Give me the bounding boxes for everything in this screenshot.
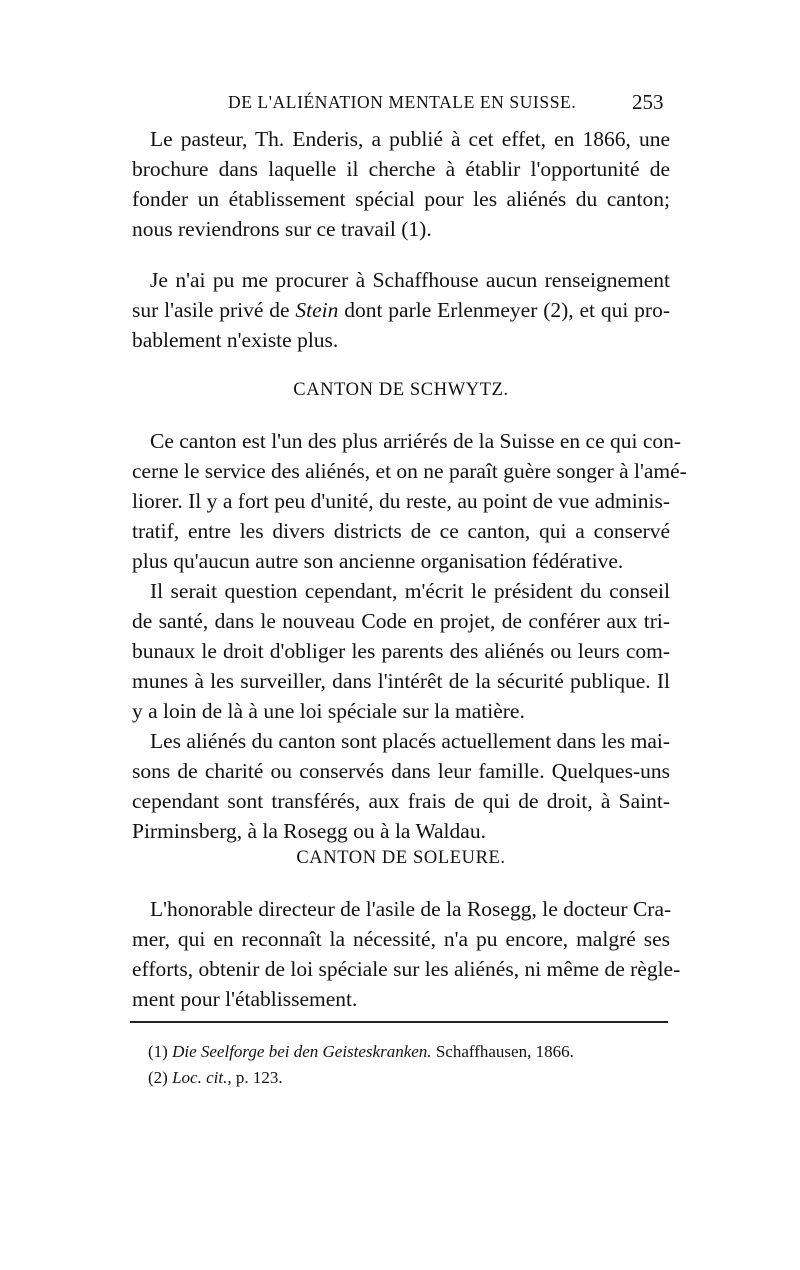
text-line: fonder un établissement spécial pour les aliénés du canton; — [132, 187, 670, 211]
text-line: brochure dans laquelle il cherche à établir l'opportunité de — [132, 157, 670, 181]
text-line — [132, 295, 670, 325]
text-line: Je n'ai pu me procurer à Schaffhouse aucun renseignement — [150, 268, 670, 292]
text-line: liorer. Il y a fort peu d'unité, du reste, au point de vue adminis- — [132, 489, 670, 513]
text-line: mer, qui en reconnaît la nécessité, n'a pu encore, malgré ses — [132, 927, 670, 951]
footnote-rule — [130, 1021, 668, 1023]
text-line: cerne le service des aliénés, et on ne paraît guère songer à l'amé- — [132, 459, 687, 483]
footnote-1 — [148, 1041, 574, 1063]
text-line: Il serait question cependant, m'écrit le président du conseil — [150, 579, 670, 603]
text-line: Ce canton est l'un des plus arriérés de la Suisse en ce qui con- — [150, 429, 682, 453]
text-line: efforts, obtenir de loi spéciale sur les aliénés, ni même de règle- — [132, 957, 681, 981]
text-line: bablement n'existe plus. — [132, 328, 339, 352]
text-line: tratif, entre les divers districts de ce canton, qui a conservé — [132, 519, 670, 543]
text-line: ment pour l'établissement. — [132, 987, 358, 1011]
text-line: de santé, dans le nouveau Code en projet, de conférer aux tri- — [132, 609, 670, 633]
footnote-marker: (2) — [148, 1068, 168, 1087]
footnote-title: Loc. cit., — [172, 1068, 232, 1087]
text-line: Le pasteur, Th. Enderis, a publié à cet effet, en 1866, une — [150, 127, 670, 151]
footnote-2 — [148, 1067, 283, 1089]
text-line: nous reviendrons sur ce travail (1). — [132, 217, 432, 241]
text-line: Les aliénés du canton sont placés actuellement dans les mai- — [150, 729, 670, 753]
footnote-title: Die Seelforge bei den Geisteskranken. — [172, 1042, 432, 1061]
running-title: DE L'ALIÉNATION MENTALE EN SUISSE. — [228, 92, 577, 112]
page-number: 253 — [632, 90, 664, 114]
text-segment: dont parle Erlenmeyer (2), et qui pro- — [338, 298, 670, 322]
footnote-text: Schaffhausen, 1866. — [431, 1042, 574, 1061]
text-line: plus qu'aucun autre son ancienne organisation fédérative. — [132, 549, 624, 573]
text-line: sons de charité ou conservés dans leur famille. Quelques-uns — [132, 759, 670, 783]
footnote-text: p. 123. — [231, 1068, 283, 1087]
text-line: y a loin de là à une loi spéciale sur la matière. — [132, 699, 525, 723]
text-line: munes à les surveiller, dans l'intérêt de la sécurité publique. Il — [132, 669, 670, 693]
text-segment: sur l'asile privé de — [132, 298, 296, 322]
text-line: cependant sont transférés, aux frais de qui de droit, à Saint- — [132, 789, 670, 813]
section-heading: CANTON DE SOLEURE. — [296, 848, 506, 868]
text-line: L'honorable directeur de l'asile de la Rosegg, le docteur Cra- — [150, 897, 672, 921]
text-line: bunaux le droit d'obliger les parents des aliénés ou leurs com- — [132, 639, 670, 663]
text-line: Pirminsberg, à la Rosegg ou à la Waldau. — [132, 819, 486, 843]
section-heading: CANTON DE SCHWYTZ. — [293, 380, 509, 400]
footnote-marker: (1) — [148, 1042, 168, 1061]
italic-text: Stein — [295, 298, 339, 322]
